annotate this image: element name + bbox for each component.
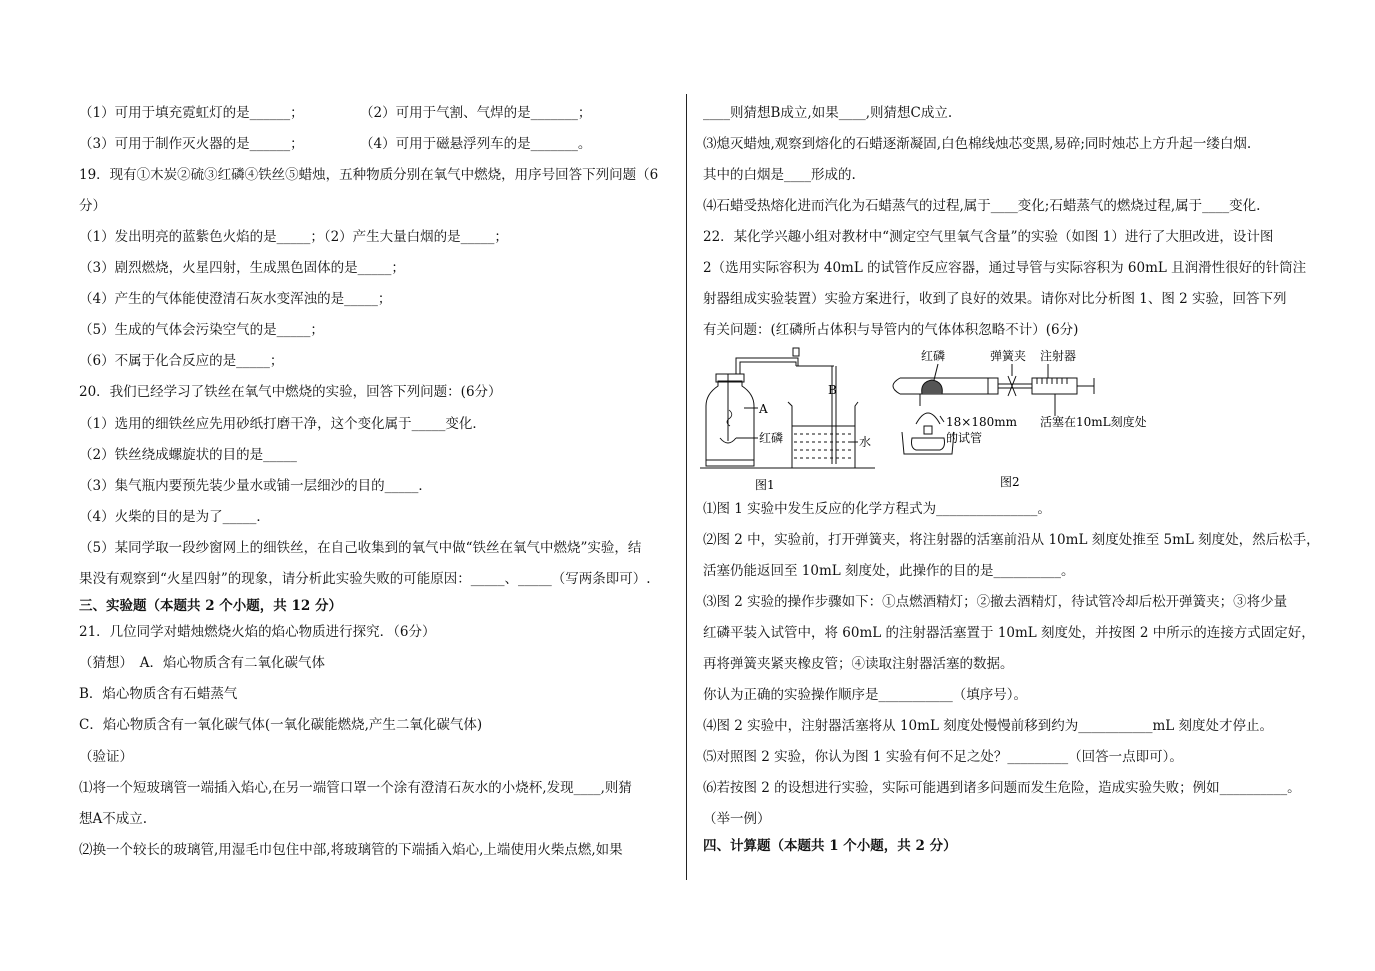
text-line: （4）火柴的目的是为了_____． xyxy=(79,509,270,525)
fig1-label-a: A xyxy=(759,402,768,416)
text-line: 分） xyxy=(79,198,106,214)
text-line: （5）生成的气体会污染空气的是_____； xyxy=(79,322,324,338)
text-line: 你认为正确的实验操作顺序是___________（填序号）。 xyxy=(703,687,1027,703)
text-line: 19．现有①木炭②硫③红磷④铁丝⑤蜡烛，五种物质分别在氧气中燃烧，用序号回答下列问题（6 xyxy=(79,167,659,183)
fig1-label-b: B xyxy=(828,383,837,397)
text-line: ⑵图 2 中，实验前，打开弹簧夹，将注射器的活塞前沿从 10mL 刻度处推至 5mL 刻度处，然后松手， xyxy=(703,532,1320,548)
text-line: （4）产生的气体能使澄清石灰水变浑浊的是_____； xyxy=(79,291,392,307)
text-line: （6）不属于化合反应的是_____； xyxy=(79,353,284,369)
text-line: ⑷石蜡受热熔化进而汽化为石蜡蒸气的过程,属于____变化;石蜡蒸气的燃烧过程,属于____变化. xyxy=(703,198,1261,214)
text-line: （验证） xyxy=(79,749,133,765)
text-line: 21．几位同学对蜡烛燃烧火焰的焰心物质进行探究．（6分） xyxy=(79,624,436,640)
fig2-label-phosphorus: 红磷 xyxy=(921,349,946,363)
text-line: （3）剧烈燃烧，火星四射，生成黑色固体的是_____； xyxy=(79,260,405,276)
text-line: （猜想） A．焰心物质含有二氧化碳气体 xyxy=(79,655,325,671)
text-line: ⑹若按图 2 的设想进行实验，实际可能遇到诸多问题而发生危险，造成实验失败；例如__________。 xyxy=(703,780,1301,796)
text-line: （4）可用于磁悬浮列车的是_______。 xyxy=(360,136,592,152)
text-line: 2（选用实际容积为 40mL 的试管作反应容器，通过导管与实际容积为 60mL 且润滑性很好的针筒注 xyxy=(703,260,1307,276)
text-line: （2）可用于气割、气焊的是_______； xyxy=(360,105,592,121)
text-line: C．焰心物质含有一氧化碳气体(一氧化碳能燃烧,产生二氧化碳气体) xyxy=(79,717,483,733)
text-line: （1）选用的细铁丝应先用砂纸打磨干净，这个变化属于_____变化． xyxy=(79,416,486,432)
section-heading: 三、实验题（本题共 2 个小题，共 12 分） xyxy=(79,598,342,614)
text-line: （1）发出明亮的蓝紫色火焰的是_____；（2）产生大量白烟的是_____； xyxy=(79,229,508,245)
text-line: 再将弹簧夹紧夹橡皮管；④读取注射器活塞的数据。 xyxy=(703,656,1014,672)
fig2-label-syringe: 注射器 xyxy=(1040,349,1077,363)
figure-1 xyxy=(700,346,875,496)
text-line: ⑴将一个短玻璃管一端插入焰心,在另一端管口罩一个涂有澄清石灰水的小烧杯,发现____,则猜 xyxy=(79,780,632,796)
text-line: （3）可用于制作灭火器的是______； xyxy=(79,136,304,152)
fig1-label-water: 水 xyxy=(859,435,872,449)
text-line: ⑷图 2 实验中，注射器活塞将从 10mL 刻度处慢慢前移到约为___________mL 刻度处才停止。 xyxy=(703,718,1274,734)
column-divider xyxy=(686,94,687,880)
text-line: ⑶图 2 实验的操作步骤如下：①点燃酒精灯；②撤去酒精灯，待试管冷却后松开弹簧夹；③将少量 xyxy=(703,594,1288,610)
figure-2 xyxy=(880,346,1160,496)
text-line: B．焰心物质含有石蜡蒸气 xyxy=(79,686,238,702)
text-line: （2）铁丝绕成螺旋状的目的是_____ xyxy=(79,447,297,463)
fig2-label-tube: 的试管 xyxy=(946,431,983,445)
text-line: ⑸对照图 2 实验，你认为图 1 实验有何不足之处？_________（回答一点即可）。 xyxy=(703,749,1183,765)
text-line: 22．某化学兴趣小组对教材中“测定空气里氧气含量”的实验（如图 1）进行了大胆改进，设计图 xyxy=(703,229,1274,245)
fig1-label-phosphorus: 红磷 xyxy=(759,431,784,445)
text-line: 活塞仍能返回至 10mL 刻度处，此操作的目的是__________。 xyxy=(703,563,1075,579)
section-heading: 四、计算题（本题共 1 个小题，共 2 分） xyxy=(703,838,957,854)
text-line: 射器组成实验装置）实验方案进行，收到了良好的效果。请你对比分析图 1、图 2 实验，回答下列 xyxy=(703,291,1287,307)
text-line: （举一例） xyxy=(703,811,771,827)
text-line: 红磷平装入试管中，将 60mL 的注射器活塞置于 10mL 刻度处，并按图 2 中所示的连接方式固定好， xyxy=(703,625,1315,641)
text-line: ⑵换一个较长的玻璃管,用湿毛巾包住中部,将玻璃管的下端插入焰心,上端使用火柴点燃,如果 xyxy=(79,842,623,858)
text-line: （3）集气瓶内要预先装少量水或铺一层细沙的目的_____． xyxy=(79,478,432,494)
text-line: （1）可用于填充霓虹灯的是______； xyxy=(79,105,304,121)
fig2-caption: 图2 xyxy=(1000,475,1020,489)
text-line: 有关问题：(红磷所占体积与导管内的气体体积忽略不计）(6分) xyxy=(703,322,1079,338)
text-line: 想A不成立. xyxy=(79,811,148,827)
fig2-label-piston: 活塞在10mL刻度处 xyxy=(1040,415,1147,429)
text-line: （5）某同学取一段纱窗网上的细铁丝，在自己收集到的氧气中做“铁丝在氧气中燃烧”实验，结 xyxy=(79,540,642,556)
text-line: ⑴图 1 实验中发生反应的化学方程式为_______________。 xyxy=(703,501,1051,517)
text-line: 20．我们已经学习了铁丝在氧气中燃烧的实验，回答下列问题：(6分） xyxy=(79,384,502,400)
text-line: 果没有观察到“火星四射”的现象，请分析此实验失败的可能原因：_____、_____（写两条即可）. xyxy=(79,571,651,587)
fig2-label-clamp: 弹簧夹 xyxy=(990,349,1027,363)
text-line: ____则猜想B成立,如果____,则猜想C成立. xyxy=(703,105,953,121)
text-line: 其中的白烟是____形成的. xyxy=(703,167,856,183)
fig2-label-tube-size: 18×180mm xyxy=(946,415,1017,429)
text-line: ⑶熄灭蜡烛,观察到熔化的石蜡逐渐凝固,白色棉线烛芯变黑,易碎;同时烛芯上方升起一缕白烟. xyxy=(703,136,1252,152)
fig1-caption: 图1 xyxy=(755,478,775,492)
